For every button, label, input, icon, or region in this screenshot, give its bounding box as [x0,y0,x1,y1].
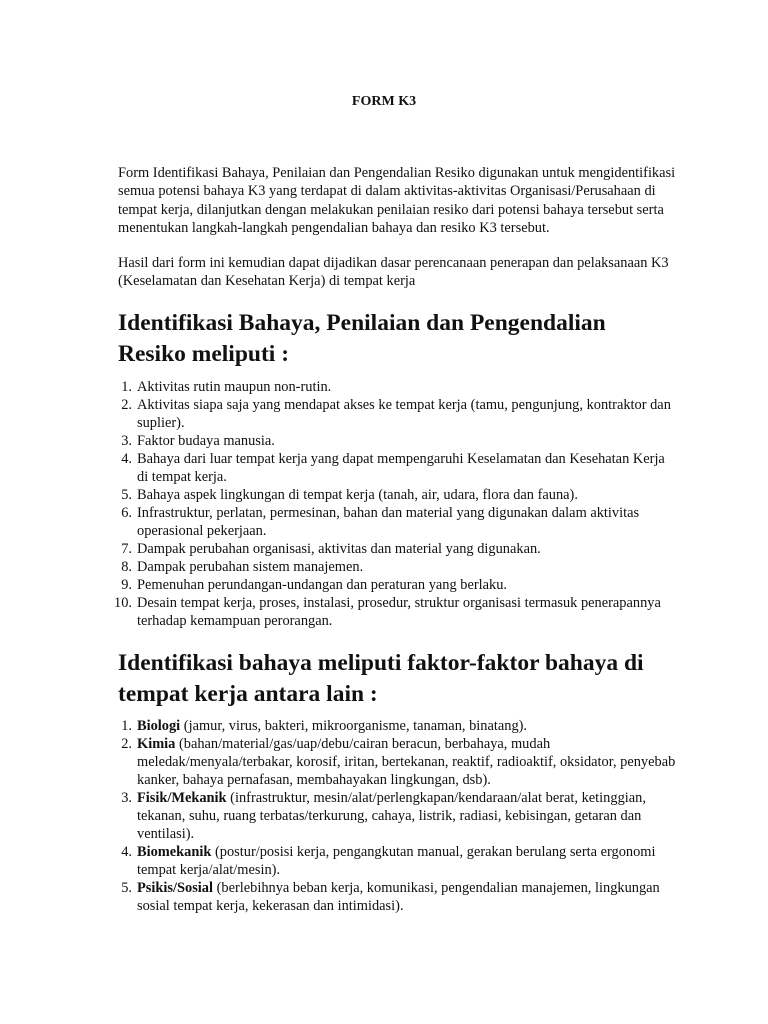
list-item-text: Aktivitas siapa saja yang mendapat akses ke tempat kerja (tamu, pengunjung, kontraktor dan suplier). [137,397,671,431]
hazard-term: Biomekanik [137,844,212,860]
section-2-list [118,717,678,915]
hazard-term: Kimia [137,736,176,752]
section-1-heading: Identifikasi Bahaya, Penilaian dan Pengendalian Resiko meliputi : [118,310,606,367]
list-item-number: 5. [121,880,132,896]
list-item-text: Infrastruktur, perlatan, permesinan, bahan dan material yang digunakan dalam aktivitas operasional pekerjaan. [137,505,640,539]
list-item-number: 4. [121,844,132,860]
list-item-text: Dampak perubahan organisasi, aktivitas dan material yang digunakan. [137,541,541,557]
list-item-text: (infrastruktur, mesin/alat/perlengkapan/kendaraan/alat berat, ketinggian, tekanan, suhu, ruang terbatas/terkurung, cahaya, listrik, radiasi, kebisingan, getaran dan ventilasi). [137,790,646,842]
list-item [118,540,678,558]
document-title: FORM K3 [351,94,417,109]
list-item-number: 1. [121,718,132,734]
list-item-number: 2. [121,397,132,413]
list-item-text: Pemenuhan perundangan-undangan dan peraturan yang berlaku. [137,577,508,593]
list-item [118,879,678,915]
list-item [118,558,678,576]
list-item-text: (berlebihnya beban kerja, komunikasi, pengendalian manajemen, lingkungan sosial tempat kerja, kekerasan dan intimidasi). [137,880,660,914]
list-item [118,396,678,432]
list-item [118,378,678,396]
list-item-number: 3. [121,433,132,449]
list-item [118,735,678,789]
list-item [118,717,678,735]
list-item-text: Dampak perubahan sistem manajemen. [137,559,364,575]
list-item-text: Faktor budaya manusia. [137,433,275,449]
list-item-number: 3. [121,790,132,806]
list-item-text: (bahan/material/gas/uap/debu/cairan beracun, berbahaya, mudah meledak/menyala/terbakar, korosif, iritan, bertekanan, reaktif, radioaktif, oksidator, penyebab kanker, bahaya pernafasan, membahayakan lingkungan, dsb). [137,736,676,788]
list-item-number: 8. [121,559,132,575]
list-item [114,594,678,630]
list-item-number: 4. [121,451,132,467]
list-item-text: Desain tempat kerja, proses, instalasi, prosedur, struktur organisasi termasuk penerapannya terhadap kemampuan perorangan. [137,595,661,629]
hazard-term: Biologi [137,718,181,734]
list-item [118,450,678,486]
list-item [118,504,678,540]
list-item [118,789,678,843]
list-item-number: 1. [121,379,132,395]
section-1-list [114,378,678,630]
intro-paragraph-1: Form Identifikasi Bahaya, Penilaian dan Pengendalian Resiko digunakan untuk mengidentifikasi semua potensi bahaya K3 yang terdapat di dalam aktivitas-aktivitas Organisasi/Perusahaan di tempat kerja, dilanjutkan dengan melakukan penilaian resiko dari potensi bahaya tersebut serta menentukan langkah-langkah pengendalian bahaya dan resiko K3 tersebut. [118,165,676,236]
list-item-number: 5. [121,487,132,503]
list-item-text: (postur/posisi kerja, pengangkutan manual, gerakan berulang serta ergonomi tempat kerja/alat/mesin). [137,844,656,878]
list-item-number: 6. [121,505,132,521]
list-item-text: Bahaya dari luar tempat kerja yang dapat mempengaruhi Keselamatan dan Kesehatan Kerja di tempat kerja. [137,451,665,485]
list-item-number: 9. [121,577,132,593]
list-item-text: Aktivitas rutin maupun non-rutin. [137,379,332,395]
list-item [118,843,678,879]
list-item [118,432,678,450]
list-item [118,486,678,504]
list-item [118,576,678,594]
hazard-term: Psikis/Sosial [137,880,213,896]
list-item-text: (jamur, virus, bakteri, mikroorganisme, tanaman, binatang). [180,718,528,734]
hazard-term: Fisik/Mekanik [137,790,227,806]
section-2-heading: Identifikasi bahaya meliputi faktor-faktor bahaya di tempat kerja antara lain : [118,650,644,707]
list-item-number: 7. [121,541,132,557]
intro-paragraph-2: Hasil dari form ini kemudian dapat dijadikan dasar perencanaan penerapan dan pelaksanaan K3 (Keselamatan dan Kesehatan Kerja) di tempat kerja [118,255,669,290]
list-item-number: 10. [114,595,132,611]
list-item-number: 2. [121,736,132,752]
list-item-text: Bahaya aspek lingkungan di tempat kerja (tanah, air, udara, flora dan fauna). [137,487,578,503]
